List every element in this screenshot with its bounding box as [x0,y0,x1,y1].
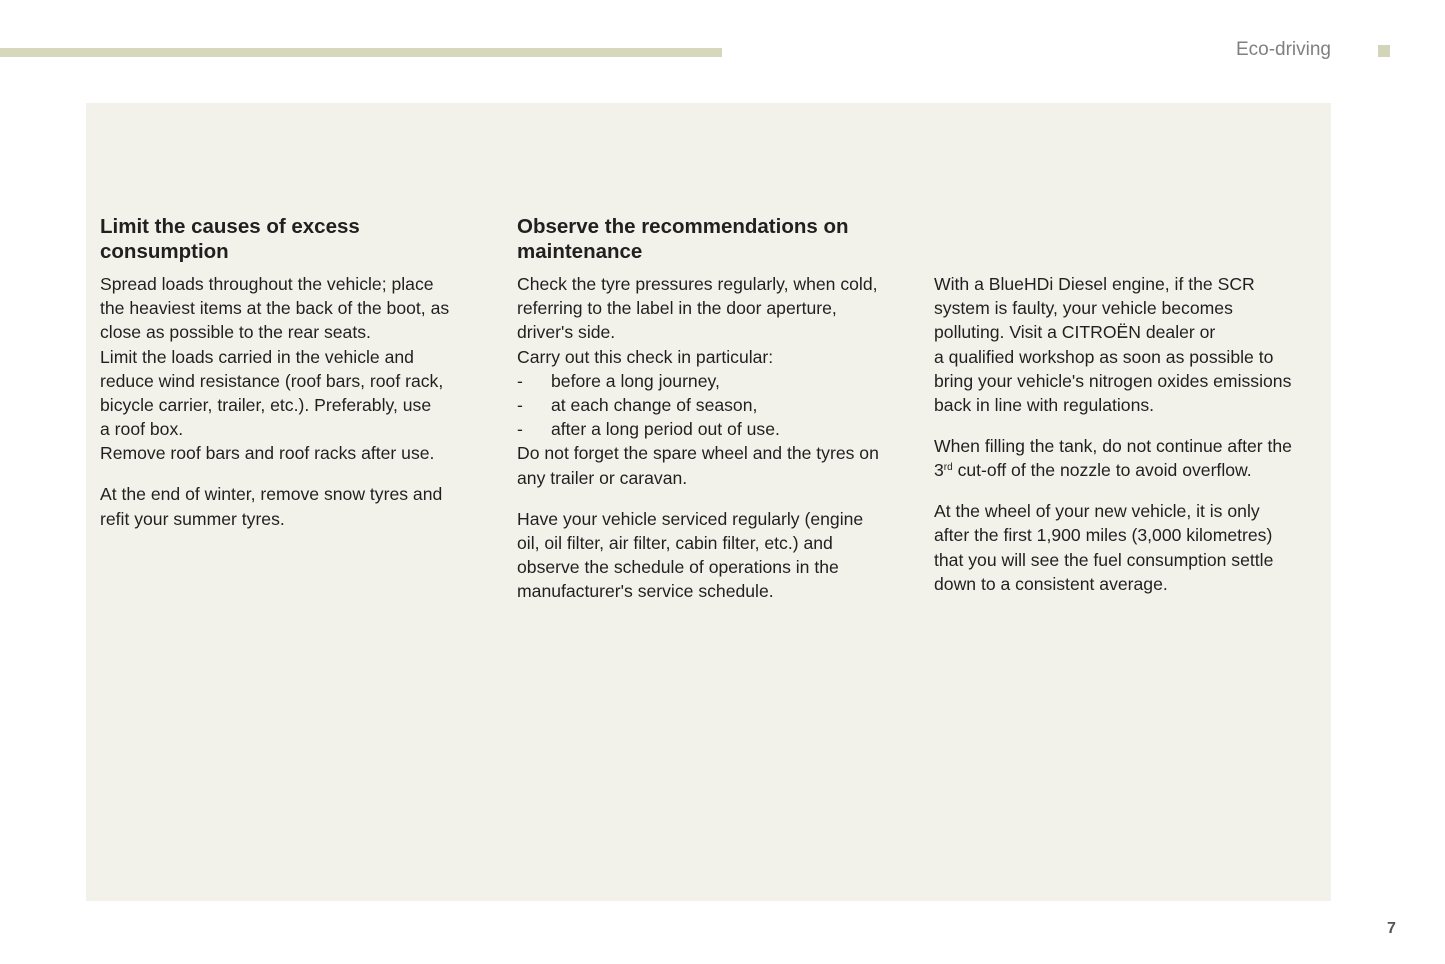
text-line: At the wheel of your new vehicle, it is only [934,501,1260,522]
text-line: Limit the loads carried in the vehicle and [100,346,414,367]
text-line: after the first 1,900 miles (3,000 kilometres) [934,525,1273,546]
bullet-item [517,417,907,441]
heading-maintenance [517,215,907,264]
text-block [517,272,907,369]
column-notes [934,272,1324,596]
text-line: observe the schedule of operations in the [517,557,839,578]
dash: - [517,370,523,391]
bullet-text: after a long period out of use. [551,419,780,440]
text-line: Have your vehicle serviced regularly (engine [517,508,864,529]
text-line: system is faulty, your vehicle becomes [934,298,1233,319]
text-line: With a BlueHDi Diesel engine, if the SCR [934,274,1255,294]
page-number: 7 [1387,920,1396,937]
text-line: any trailer or caravan. [517,467,688,488]
heading-line: Observe the recommendations on [517,215,849,238]
section-marker-icon [1378,45,1390,57]
bullet-item [517,369,907,393]
text-line: a qualified workshop as soon as possible to [934,346,1274,367]
heading-line: consumption [100,239,229,263]
text-line: Remove roof bars and roof racks after use. [100,443,435,464]
paragraph-running-in [934,499,1324,596]
heading-line: Limit the causes of excess [100,215,360,238]
paragraph [100,272,490,466]
text-line: driver's side. [517,322,616,343]
ordinal-number: 3 [934,460,944,481]
bullet-text: at each change of season, [551,395,758,416]
text-line: oil, oil filter, air filter, cabin filter, etc.) and [517,532,833,553]
text-line: bicycle carrier, trailer, etc.). Preferably, use [100,395,432,416]
text-line: Do not forget the spare wheel and the tyres on [517,443,879,464]
paragraph-servicing [517,507,907,604]
text-line: referring to the label in the door aperture, [517,298,837,319]
paragraph-bluehdi [934,272,1324,417]
text-line: close as possible to the rear seats. [100,322,371,343]
text-line: bring your vehicle's nitrogen oxides emissions [934,370,1292,391]
header-rule [0,48,722,57]
text-line: the heaviest items at the back of the boot, as [100,298,450,319]
text-line: polluting. Visit a CITROËN dealer or [934,322,1216,343]
text-line: Spread loads throughout the vehicle; place [100,274,434,294]
dash: - [517,395,523,416]
text: cut-off of the nozzle to avoid overflow. [952,460,1252,481]
text-line: back in line with regulations. [934,395,1155,416]
heading-excess-consumption [100,215,490,264]
text-line [934,458,1324,482]
text-line: refit your summer tyres. [100,508,285,529]
text-line: manufacturer's service schedule. [517,581,774,602]
text-line: Carry out this check in particular: [517,346,774,367]
text-line: reduce wind resistance (roof bars, roof rack, [100,370,444,391]
column-excess-consumption [100,215,490,531]
text-block [517,441,907,489]
bullet-item [517,393,907,417]
text-line: At the end of winter, remove snow tyres and [100,484,443,505]
text-line: Check the tyre pressures regularly, when cold, [517,274,878,294]
ordinal-suffix: rd [943,462,953,474]
heading-line: maintenance [517,239,643,263]
paragraph-filling [934,434,1324,482]
column-maintenance [517,215,907,603]
bullet-text: before a long journey, [551,370,720,391]
dash: - [517,419,523,440]
text-line: When filling the tank, do not continue after the [934,436,1292,457]
paragraph-tyre-pressure [517,272,907,490]
text-line: a roof box. [100,419,184,440]
section-title: Eco-driving [1235,39,1331,60]
paragraph [100,482,490,530]
text-line: that you will see the fuel consumption settle [934,549,1274,570]
bullet-list [517,369,907,442]
text-line: down to a consistent average. [934,573,1168,594]
